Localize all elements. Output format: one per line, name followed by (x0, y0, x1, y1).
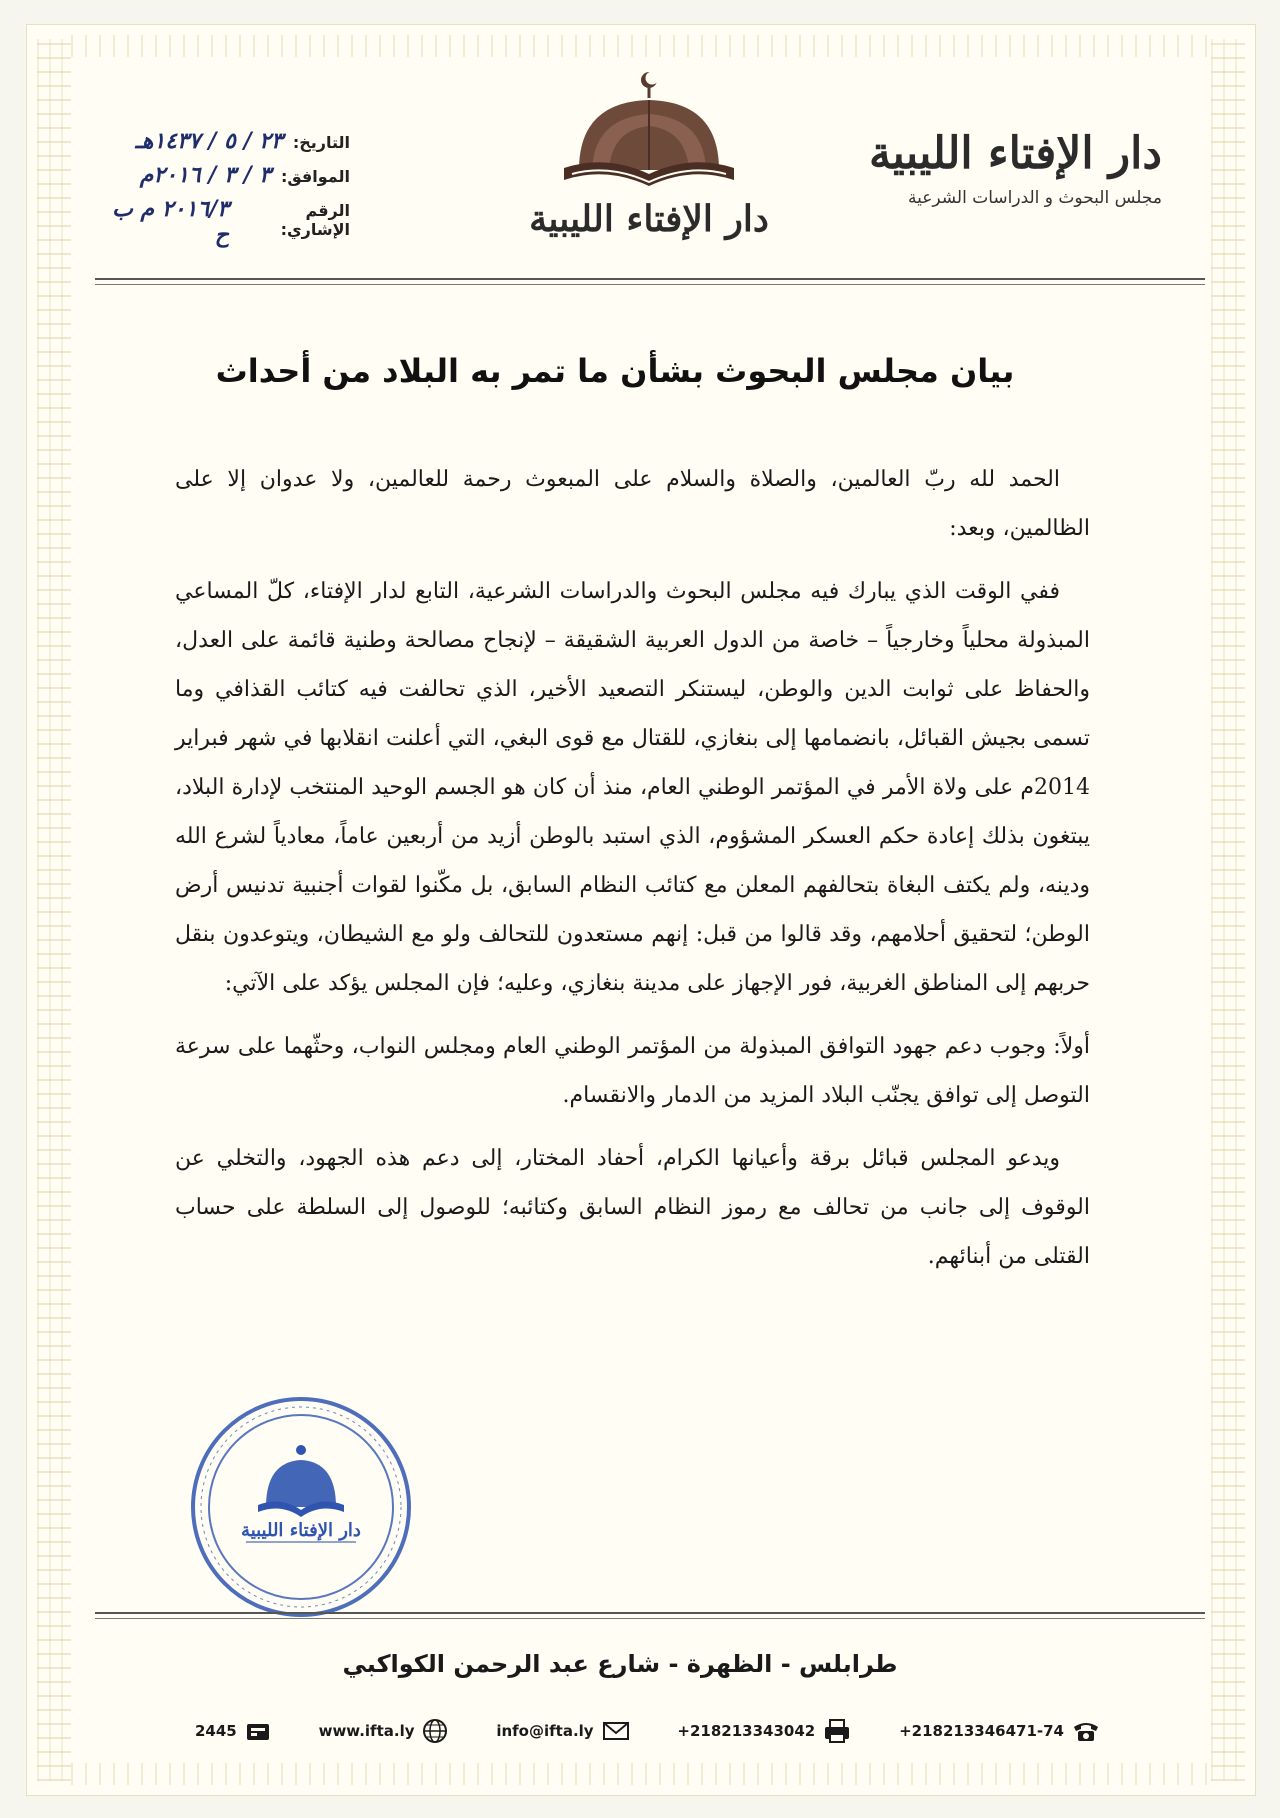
stamp-seal-icon (186, 1392, 416, 1622)
meta-label: التاريخ: (292, 133, 350, 152)
official-stamp (186, 1392, 416, 1622)
decorative-border-top (71, 35, 1211, 57)
fax-number: +218213343042 (677, 1722, 816, 1740)
footer-address: طرابلس - الظهرة - شارع عبد الرحمن الكواكبي (342, 1650, 898, 1678)
contact-po-box (195, 1720, 271, 1742)
meta-label: الموافق: (280, 167, 350, 186)
phone-icon (1072, 1719, 1100, 1743)
meta-value: ٢٠١٦/٣ م ب ح (112, 196, 229, 248)
header-divider-thin (95, 284, 1205, 285)
fax-icon (823, 1718, 851, 1744)
letterhead-org (862, 130, 1162, 208)
globe-icon (422, 1718, 448, 1744)
meta-date-hijri (100, 128, 350, 162)
contact-email (496, 1721, 629, 1741)
decorative-border-bottom (71, 1763, 1211, 1785)
ifta-logo (524, 70, 774, 250)
phone-number: +218213346471-74 (899, 1722, 1064, 1740)
paragraph-point-one: أولاً: وجوب دعم جهود التوافق المبذولة من المؤتمر الوطني العام ومجلس النواب، وحثّهما على سرعة التوصل إلى توافق يجنّب البلاد المزيد من الدمار والانقسام. (175, 1034, 1090, 1108)
footer-divider-thin (95, 1618, 1205, 1619)
logo-caption: دار الإفتاء الليبية (529, 198, 769, 240)
meta-label: الرقم الإشاري: (280, 201, 350, 239)
paragraph-main: ففي الوقت الذي يبارك فيه مجلس البحوث والدراسات الشرعية، التابع لدار الإفتاء، كلّ المساعي المبذولة محلياً وخارجياً – خاصة من الدول العربية الشقيقة – لإنجاح مصالحة وطنية قائمة على العدل، والحفاظ على ثوابت الدين والوطن، ليستنكر التصعيد الأخير، الذي تحالفت فيه كتائب القذافي وما تسمى بجيش القبائل، بانضمامها إلى بنغازي، للقتال مع قوى البغي، التي أعلنت انقلابها في شهر فبراير 2014م على ولاة الأمر في المؤتمر الوطني العام، منذ أن كان هو الجسم الوحيد المنتخب لإدارة البلاد، يبتغون بذلك إعادة حكم العسكر المشؤوم، الذي استبد بالوطن أزيد من أربعين عاماً، معادياً لشرع الله ودينه، ولم يكتف البغاة بتحالفهم المعلن مع كتائب النظام السابق، بل مكّنوا لقوات أجنبية تدنيس أرض الوطن؛ لتحقيق أحلامهم، وقد قالوا من قبل: إنهم مستعدون للتحالف ولو مع الشيطان، ويتوعدون بنقل حربهم إلى المناطق الغربية، فور الإجهاز على مدينة بنغازي، وعليه؛ فإن المجلس يؤكد على الآتي: (175, 579, 1091, 996)
footer-divider (95, 1612, 1205, 1614)
decorative-border-left (37, 39, 71, 1781)
paragraph-opening: الحمد لله ربّ العالمين، والصلاة والسلام على المبعوث رحمة للعالمين، ولا عدوان إلا على الظالمين، وبعد: (175, 467, 1090, 541)
paragraph-closing: ويدعو المجلس قبائل برقة وأعيانها الكرام، أحفاد المختار، إلى دعم هذه الجهود، والتخلي عن الوقوف إلى جانب من تحالف مع رموز النظام السابق وكتائبه؛ للوصول إلى السلطة على حساب القتلى من أبنائهم. (175, 1146, 1090, 1269)
email-icon (602, 1721, 630, 1741)
po-box-icon (245, 1720, 271, 1742)
footer-contacts (195, 1718, 1100, 1744)
meta-reference (100, 196, 350, 248)
dome-book-icon (524, 70, 774, 200)
contact-website (319, 1718, 449, 1744)
contact-fax (677, 1718, 851, 1744)
stamp-text: دار الإفتاء الليبية (241, 1520, 361, 1541)
website-text[interactable]: www.ifta.ly (318, 1722, 415, 1740)
org-name: دار الإفتاء الليبية (868, 128, 1162, 179)
meta-value: ٢٣ / ٥ / ١٤٣٧هـ (135, 128, 283, 154)
po-box-number: 2445 (195, 1722, 237, 1740)
letter-meta (100, 128, 350, 248)
meta-date-gregorian (100, 162, 350, 196)
decorative-border-right (1211, 39, 1245, 1781)
meta-value: ٣ / ٣ / ٢٠١٦م (139, 162, 271, 188)
header-divider (95, 278, 1205, 280)
org-subtitle: مجلس البحوث و الدراسات الشرعية (907, 188, 1162, 209)
document-body (175, 455, 1090, 1295)
document-title: بيان مجلس البحوث بشأن ما تمر به البلاد من أحداث (215, 352, 1015, 390)
email-text[interactable]: info@ifta.ly (496, 1722, 594, 1740)
contact-phone (899, 1719, 1100, 1743)
